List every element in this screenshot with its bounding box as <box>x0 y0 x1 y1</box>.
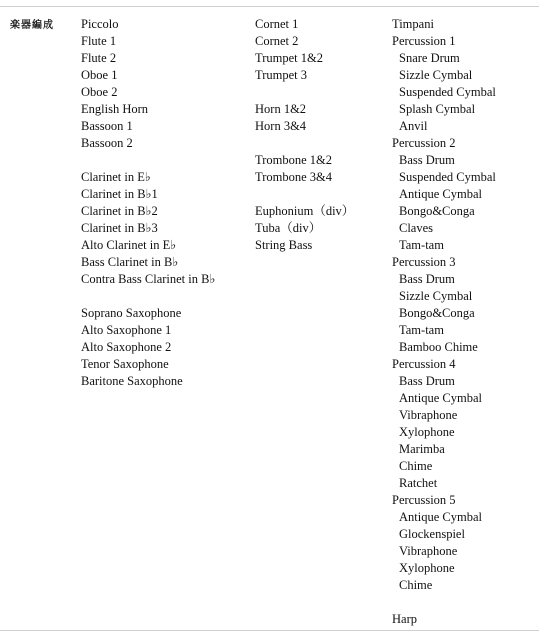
instrument-item: Bassoon 1 <box>81 119 133 133</box>
instrument-item: Clarinet in B♭2 <box>81 204 158 218</box>
woodwinds-column <box>81 16 215 390</box>
instrument-item: Antique Cymbal <box>399 391 482 405</box>
spacer <box>255 135 354 152</box>
instrument-item: Vibraphone <box>399 408 458 422</box>
instrument-item: Bongo&Conga <box>399 306 475 320</box>
instrument-item: Suspended Cymbal <box>399 85 496 99</box>
instrument-item: Alto Clarinet in E♭ <box>81 238 177 252</box>
instrument-item: Trombone 3&4 <box>255 170 332 184</box>
instrument-item: Trombone 1&2 <box>255 153 332 167</box>
instrument-item: Vibraphone <box>399 544 458 558</box>
instrument-item: Marimba <box>399 442 445 456</box>
section-label: 楽器編成 <box>10 20 54 31</box>
instrument-item: Piccolo <box>81 17 119 31</box>
instrument-item: Clarinet in E♭ <box>81 170 151 184</box>
instrument-item: Clarinet in B♭3 <box>81 221 158 235</box>
percussion-column <box>392 16 496 628</box>
instrument-item: Claves <box>399 221 434 235</box>
spacer <box>255 84 354 101</box>
instrument-item: Trumpet 1&2 <box>255 51 323 65</box>
instrument-item: Alto Saxophone 2 <box>81 340 172 354</box>
instrument-item: Chime <box>399 578 433 592</box>
instrument-item: Oboe 1 <box>81 68 118 82</box>
spacer <box>81 288 215 305</box>
instrument-item: Flute 2 <box>81 51 117 65</box>
instrument-item: Xylophone <box>399 425 455 439</box>
instrument-item: Cornet 1 <box>255 17 299 31</box>
instrument-item: Bass Drum <box>399 153 455 167</box>
brass-column <box>255 16 354 254</box>
instrument-item: Contra Bass Clarinet in B♭ <box>81 272 216 286</box>
instrument-item: Percussion 5 <box>392 493 456 507</box>
instrument-item: Tam-tam <box>399 323 444 337</box>
instrument-item: Splash Cymbal <box>399 102 476 116</box>
instrument-item: Alto Saxophone 1 <box>81 323 172 337</box>
instrument-item: Trumpet 3 <box>255 68 307 82</box>
instrument-item: Clarinet in B♭1 <box>81 187 158 201</box>
instrument-item: Glockenspiel <box>399 527 465 541</box>
instrument-item: Xylophone <box>399 561 455 575</box>
instrument-item: Bass Drum <box>399 374 455 388</box>
instrument-item: Percussion 2 <box>392 136 456 150</box>
instrument-item: Tuba（div） <box>255 221 322 235</box>
instrument-item: Bongo&Conga <box>399 204 475 218</box>
instrument-item: Harp <box>392 612 417 626</box>
instrument-item: Bamboo Chime <box>399 340 478 354</box>
instrument-item: Flute 1 <box>81 34 117 48</box>
spacer <box>81 152 215 169</box>
instrument-item: Bass Drum <box>399 272 455 286</box>
instrument-item: Anvil <box>399 119 428 133</box>
instrument-item: Horn 3&4 <box>255 119 307 133</box>
instrument-item: Bassoon 2 <box>81 136 133 150</box>
instrument-item: Cornet 2 <box>255 34 299 48</box>
instrument-item: Bass Clarinet in B♭ <box>81 255 179 269</box>
spacer <box>392 594 496 611</box>
instrument-item: Suspended Cymbal <box>399 170 496 184</box>
instrument-item: Oboe 2 <box>81 85 118 99</box>
instrument-item: Sizzle Cymbal <box>399 289 473 303</box>
instrument-item: Antique Cymbal <box>399 187 482 201</box>
instrument-item: Chime <box>399 459 433 473</box>
instrument-item: Snare Drum <box>399 51 460 65</box>
instrument-item: Percussion 1 <box>392 34 456 48</box>
instrument-item: Tam-tam <box>399 238 444 252</box>
instrument-item: Percussion 4 <box>392 357 456 371</box>
instrument-item: Timpani <box>392 17 434 31</box>
instrument-item: Soprano Saxophone <box>81 306 182 320</box>
instrument-item: Antique Cymbal <box>399 510 482 524</box>
spacer <box>255 186 354 203</box>
instrument-item: Horn 1&2 <box>255 102 307 116</box>
instrument-item: Baritone Saxophone <box>81 374 183 388</box>
instrument-item: Tenor Saxophone <box>81 357 169 371</box>
instrument-item: English Horn <box>81 102 149 116</box>
instrument-item: Euphonium（div） <box>255 204 355 218</box>
instrument-item: Percussion 3 <box>392 255 456 269</box>
instrument-item: String Bass <box>255 238 313 252</box>
instrument-item: Sizzle Cymbal <box>399 68 473 82</box>
instrument-item: Ratchet <box>399 476 438 490</box>
